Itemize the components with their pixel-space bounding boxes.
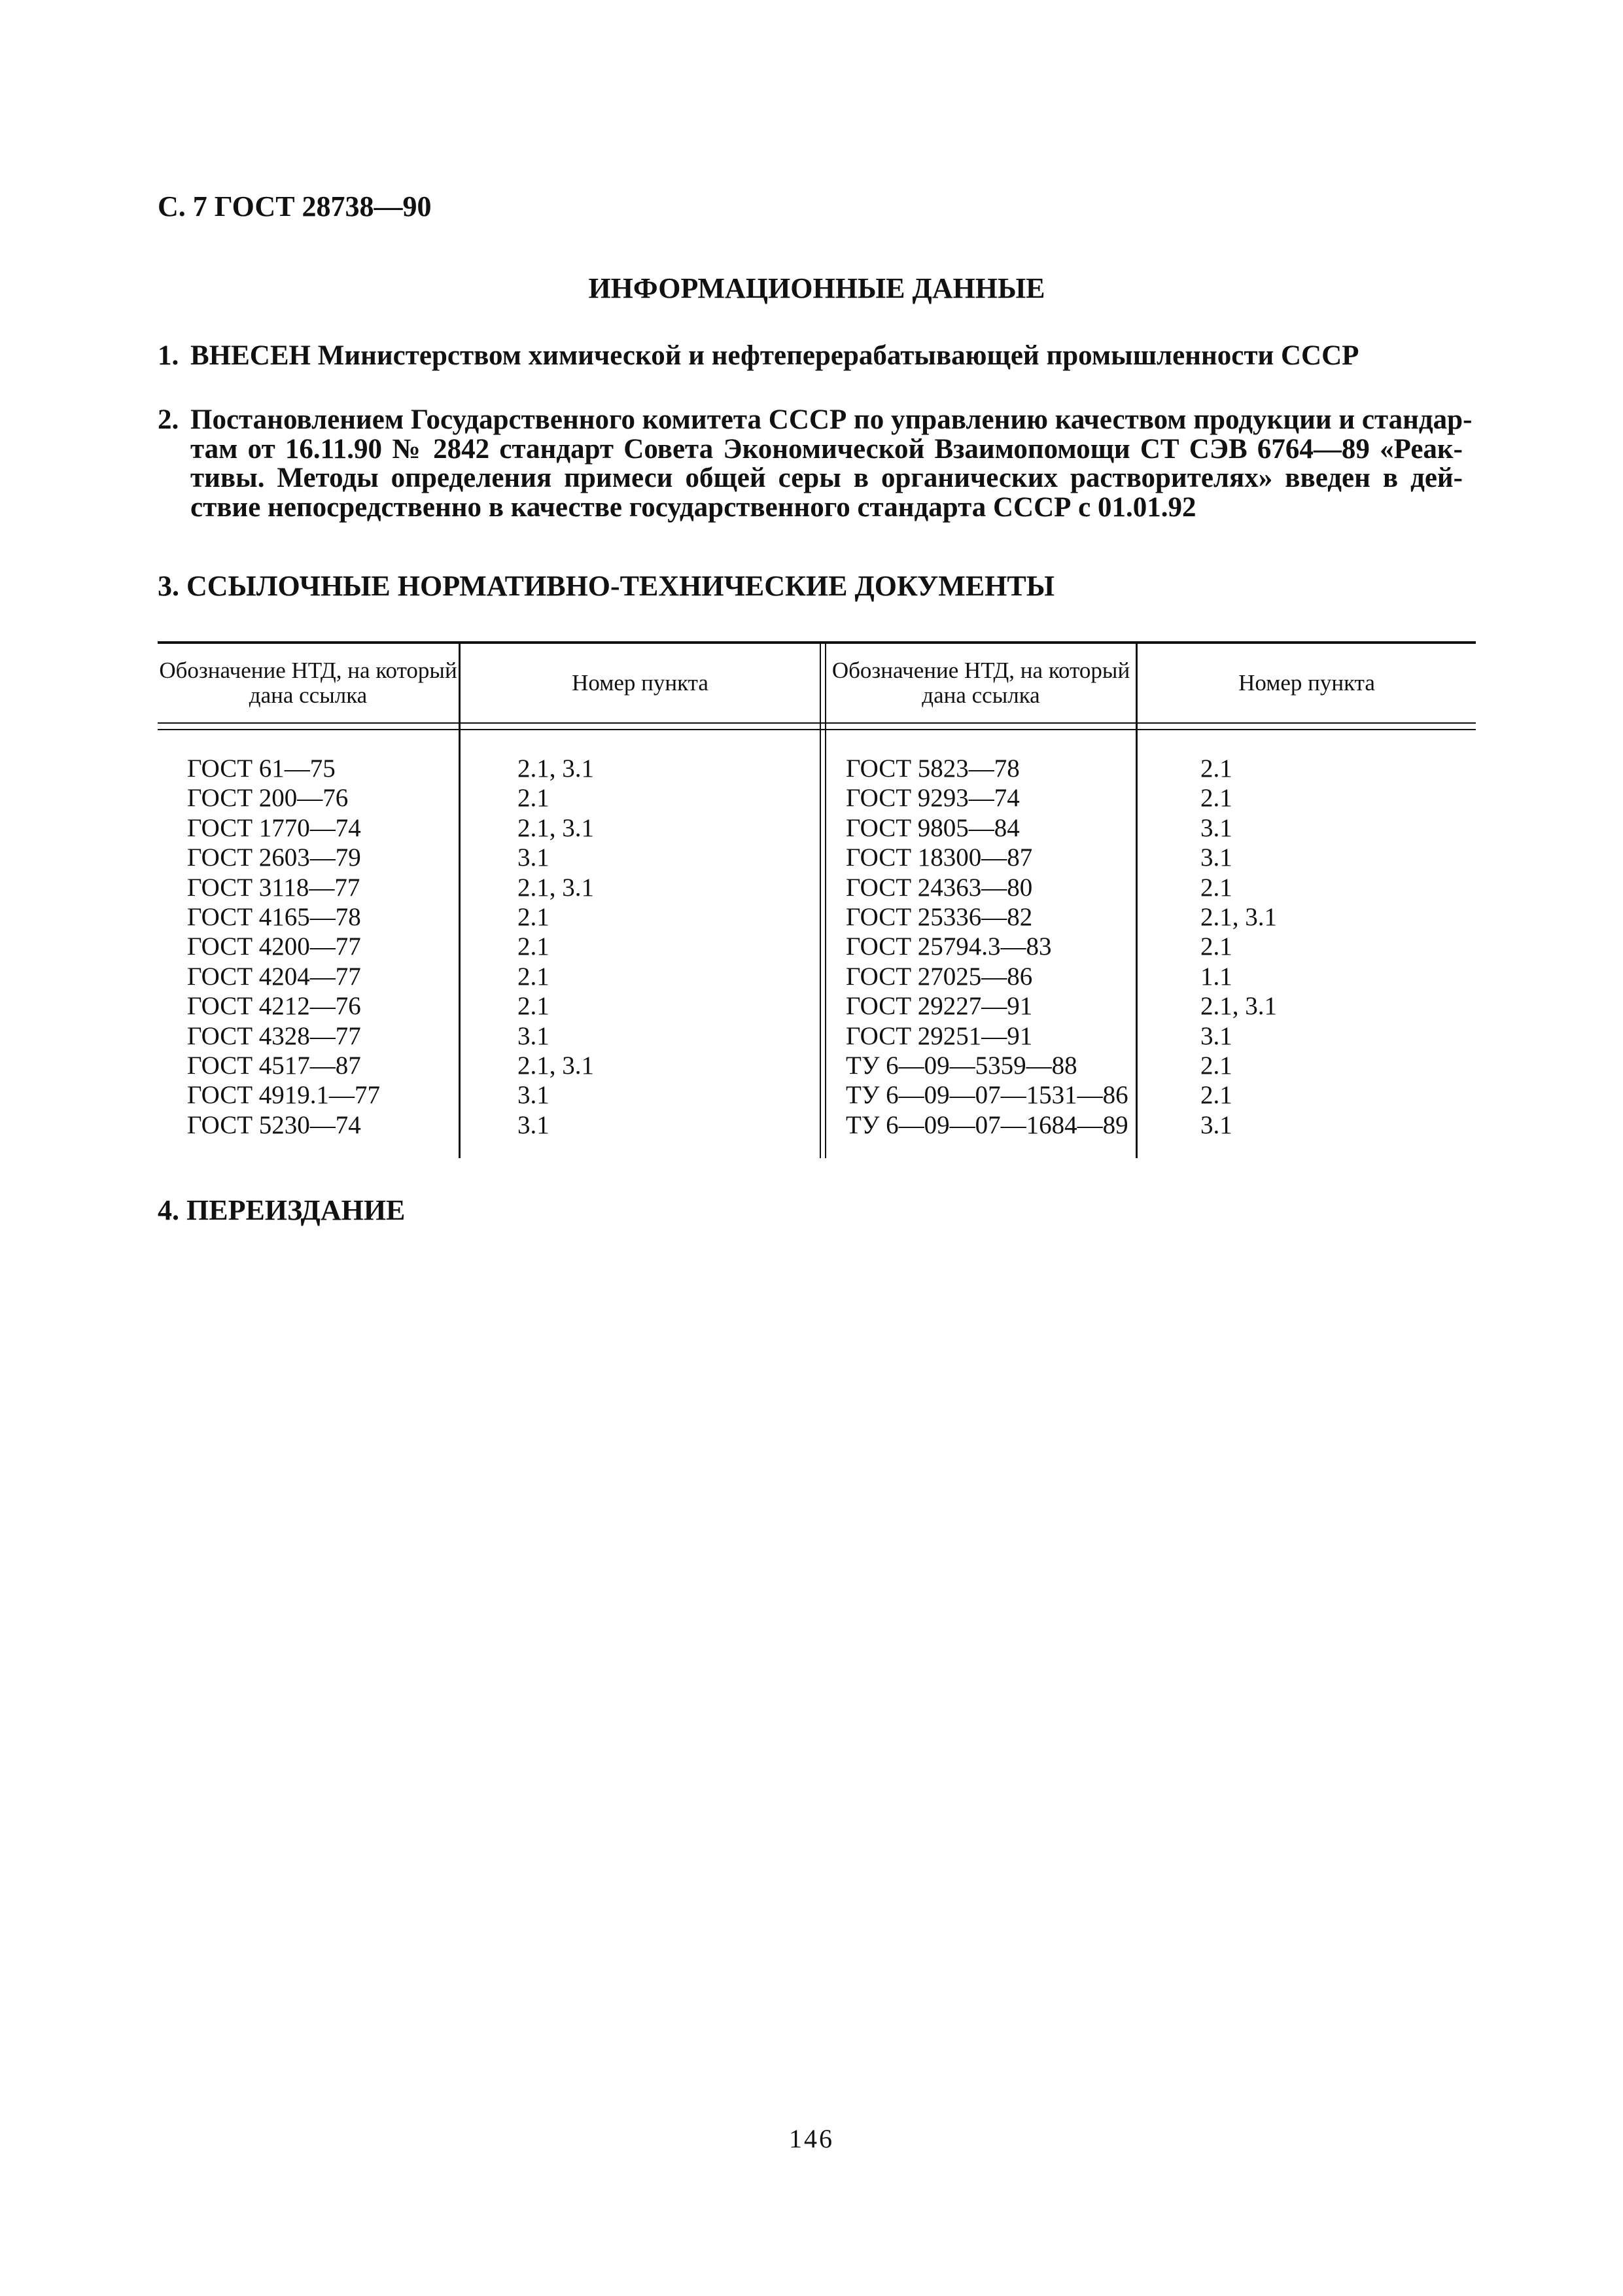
table-column-divider (820, 644, 821, 1158)
table-cell-document: ГОСТ 200—76 (187, 784, 349, 813)
table-cell-document: ГОСТ 25336—82 (846, 902, 1033, 931)
table-cell-clause: 2.1 (517, 932, 550, 961)
table-cell-document: ГОСТ 4919.1—77 (187, 1081, 381, 1110)
table-cell-clause: 2.1 (517, 902, 550, 931)
table-cell-clause: 3.1 (1200, 813, 1232, 842)
left-clause-column (517, 754, 594, 1140)
table-cell-document: ГОСТ 4200—77 (187, 932, 361, 961)
table-cell-clause: 2.1 (1200, 1051, 1232, 1080)
table-cell-clause: 2.1 (517, 784, 550, 813)
right-document-column (846, 754, 1128, 1140)
table-cell-clause: 2.1, 3.1 (517, 1051, 594, 1080)
table-cell-clause: 2.1, 3.1 (1200, 902, 1277, 931)
table-cell-document: ГОСТ 18300—87 (846, 843, 1033, 872)
table-header-rule-upper (158, 722, 1476, 724)
info-item-2-text-1: Постановлением Государственного комитета СССР по управлению качеством продукции и стандар- (190, 404, 1473, 435)
document-title: ИНФОРМАЦИОННЫЕ ДАННЫЕ (588, 272, 1045, 304)
section-3-title: 3. ССЫЛОЧНЫЕ НОРМАТИВНО-ТЕХНИЧЕСКИЕ ДОКУМЕНТЫ (158, 570, 1055, 602)
table-cell-clause: 2.1 (1200, 1081, 1232, 1110)
table-cell-document: ГОСТ 27025—86 (846, 962, 1033, 991)
table-cell-clause: 2.1 (1200, 873, 1232, 902)
table-cell-clause: 3.1 (1200, 1021, 1232, 1050)
table-cell-clause: 2.1, 3.1 (517, 754, 594, 783)
table-cell-clause: 3.1 (517, 1021, 550, 1050)
table-cell-document: ГОСТ 29227—91 (846, 992, 1033, 1021)
table-cell-document: ГОСТ 9293—74 (846, 784, 1020, 813)
right-clause-column (1200, 754, 1277, 1140)
table-cell-document: ГОСТ 61—75 (187, 754, 336, 783)
page-header: С. 7 ГОСТ 28738—90 (158, 190, 432, 222)
table-cell-document: ГОСТ 4165—78 (187, 902, 361, 931)
table-cell-clause: 2.1 (517, 962, 550, 991)
info-item-1-text: ВНЕСЕН Министерством химической и нефтеперерабатывающей промышленности СССР (190, 340, 1359, 371)
table-header-clause-right: Номер пункта (1238, 670, 1375, 696)
table-cell-clause: 3.1 (1200, 843, 1232, 872)
info-item-2-line-1 (158, 404, 1473, 435)
table-cell-clause: 3.1 (1200, 1110, 1232, 1139)
table-header-rule-lower (158, 729, 1476, 730)
table-cell-clause: 2.1, 3.1 (517, 873, 594, 902)
info-item-2-line-4: ствие непосредственно в качестве государственного стандарта СССР с 01.01.92 (190, 492, 1196, 523)
table-cell-document: ГОСТ 4212—76 (187, 992, 361, 1021)
table-cell-document: ГОСТ 25794.3—83 (846, 932, 1052, 961)
page-number: 146 (789, 2124, 834, 2153)
table-cell-document: ГОСТ 4517—87 (187, 1051, 361, 1080)
table-cell-clause: 3.1 (517, 1081, 550, 1110)
table-cell-clause: 2.1 (1200, 754, 1232, 783)
info-item-2-number: 2. (158, 404, 179, 435)
table-cell-document: ГОСТ 5230—74 (187, 1110, 361, 1139)
table-cell-document: ГОСТ 5823—78 (846, 754, 1020, 783)
table-cell-document: ГОСТ 4204—77 (187, 962, 361, 991)
info-item-2-line-2: там от 16.11.90 № 2842 стандарт Совета Экономической Взаимопомощи СТ СЭВ 6764—89 «Реак- (190, 433, 1463, 465)
table-header-document: Обозначение НТД, на который дана ссылка (159, 658, 457, 708)
table-cell-clause: 3.1 (517, 1110, 550, 1139)
table-cell-document: ТУ 6—09—07—1684—89 (846, 1110, 1128, 1139)
table-cell-document: ГОСТ 4328—77 (187, 1021, 361, 1050)
table-cell-document: ГОСТ 29251—91 (846, 1021, 1033, 1050)
info-item-1 (158, 342, 1359, 371)
table-header-document-right: Обозначение НТД, на который дана ссылка (831, 658, 1130, 708)
table-cell-clause: 2.1, 3.1 (517, 813, 594, 842)
table-cell-document: ТУ 6—09—07—1531—86 (846, 1081, 1128, 1110)
table-cell-clause: 2.1 (1200, 932, 1232, 961)
info-item-1-number: 1. (158, 340, 179, 371)
table-cell-clause: 3.1 (517, 843, 550, 872)
table-cell-clause: 2.1 (517, 992, 550, 1021)
table-cell-document: ТУ 6—09—5359—88 (846, 1051, 1077, 1080)
table-cell-clause: 1.1 (1200, 962, 1232, 991)
reference-documents-table (158, 641, 1476, 1158)
info-item-2-line-3: тивы. Методы определения примеси общей серы в органических растворителях» введен в дей- (190, 463, 1463, 494)
table-header-clause: Номер пункта (572, 670, 708, 696)
table-cell-clause: 2.1, 3.1 (1200, 992, 1277, 1021)
table-cell-document: ГОСТ 9805—84 (846, 813, 1020, 842)
left-document-column (187, 754, 380, 1140)
table-cell-clause: 2.1 (1200, 784, 1232, 813)
table-cell-document: ГОСТ 24363—80 (846, 873, 1033, 902)
section-4-title: 4. ПЕРЕИЗДАНИЕ (158, 1194, 406, 1226)
info-item-2 (158, 404, 1473, 523)
info-item-1-line (158, 342, 1359, 371)
table-cell-document: ГОСТ 2603—79 (187, 843, 361, 872)
table-cell-document: ГОСТ 3118—77 (187, 873, 360, 902)
table-cell-document: ГОСТ 1770—74 (187, 813, 361, 842)
